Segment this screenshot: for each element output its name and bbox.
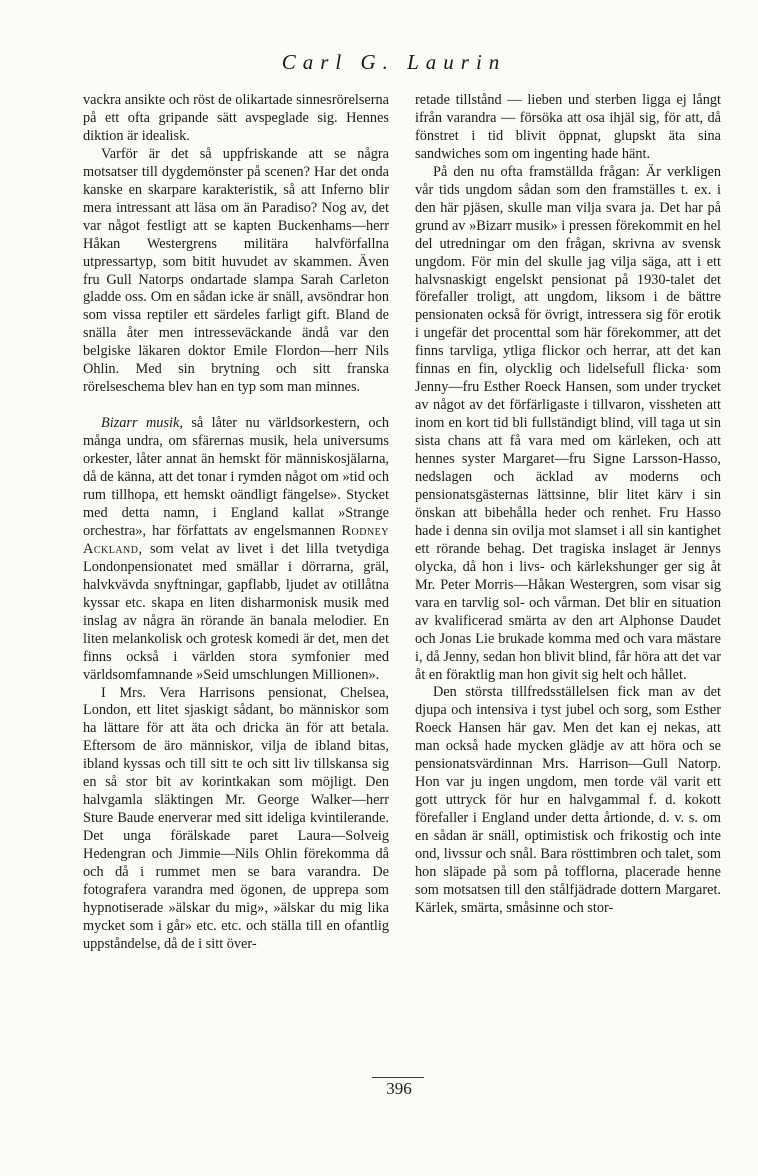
paragraph: I Mrs. Vera Harrisons pensionat, Chelsea, London, ett litet sjaskigt sådant, bo människor som ha lättare för att äta och dricka än för att betala. Eftersom de äro människor, vilja de ibland bitas, ibland kyssas och till sitt te och sitt liv tillskansa sig en så stor bit av korintkakan som möjligt. Den halvgamla släktingen Mr. George Walker—herr Sture Baude enerverar med sitt ideliga kvintilerande. Det unga förälskade paret Laura—Solveig Hedengran och Jimmie—Nils Ohlin förekomma då och då i rummet men se bara varandra. De fotografera varandra med ögonen, de upprepa som hypnotiserade »älskar du mig», »älskar du mig lika mycket som i går» etc. etc. och ställa till en ofantlig uppståndelse, då de i sitt över- bbox=[83, 684, 389, 952]
running-head: Carl G. Laurin bbox=[281, 50, 507, 74]
paragraph-text: som velat av livet i det lilla tvetydiga Londonpensionatet med smällar i dörrarna, gräl, halvkvävda snyftningar, gapflabb, ljudet av otillåtna kyssar etc. skapa en liten disharmonisk musik med inslag av några än rörande än banala melodier. En liten melankolisk och grotesk komedi är det, men det finns också i världen stora symfonier med världsomfamnande »Seid umschlungen Millionen». bbox=[83, 540, 389, 683]
play-title: Bizarr musik, bbox=[101, 415, 183, 432]
paragraph: vackra ansikte och röst de olikartade sinnesrörelserna på ett ofta gripande sätt avspeglade sig. Hennes diktion är idealisk. bbox=[83, 92, 389, 144]
paragraph: Den största tillfredsställelsen fick man av det djupa och intensiva i tyst jubel och sorg, som Esther Roeck Hansen här gav. Men det kan ej nekas, att man också hade mycken glädje av att höra och se pensionatsvärdinnan Mrs. Harrison—Gull Natorp. Hon var ju ingen ungdom, men torde väl varit ett gott uttryck för hur en halvgammal f. d. kokott förefaller i England under detta årtionde, d. v. s. om en sådan är snäll, optimistisk och frikostig och inte ond, livssur och snål. Bara rösttimbren och talet, som hon släpade på som på tofflorna, placerade henne som motsatsen till den stålfjädrade dottern Margaret. Kärlek, smärta, småsinne och stor- bbox=[415, 684, 721, 916]
paragraph-bizarr-musik bbox=[83, 415, 389, 684]
paragraph-text: så låter nu världsorkestern, och många undra, om sfärernas musik, hela universums orkester, låter annat än hemskt för människosjälarna, då de känna, att det tonar i rymden något om »tid och rum tillhopa, ett hemskt oändligt fängelse». Stycket med detta namn, i England kallat »Strange orchestra», har författats av engelsmannen bbox=[83, 415, 389, 539]
page-number: 396 bbox=[386, 1079, 412, 1098]
author-name: Rodney Ackland, bbox=[83, 522, 389, 557]
paragraph: På den nu ofta framställda frågan: Är verkligen vår tids ungdom sådan som den framställes t. ex. i den här pjäsen, skulle man vilja svara ja. Det har på grund av »Bizarr musik» i pressen förekommit en hel del utredningar om den frågan, skrivna av svensk ungdom. För min del skulle jag vilja säga, att i ett halvsnaskigt engelskt pensionat på 1930-talet det förefaller troligt, att ungdom, liksom i de bättre pensionaten också för övrigt, intressera sig för erotik i ungefär det procenttal som här förekommer, att det finns tarvliga, ytliga flickor och herrar, att det kan finnas en fin, olycklig och lidelsefull flicka· som Jenny—fru Esther Roeck Hansen, som under trycket av något av det förfärligaste i tillvaron, vissheten att inom en kort tid bli fullständigt blind, vill taga ut sin sista chans att få vara med om kärleken, och att hennes syster Margaret—fru Signe Larsson-Hasso, nedslagen och äcklad av moderns och pensionatsgästernas lättsinne, blir litet kärv i sin önskan att bibehålla heder och renhet. Fru Hasso hade i denna sin ovilja mot slamset i all sin kantighet ett rörande behag. Det tragiska inslaget är Jennys olycka, då hon i livs- och kärlekshunger ger sig åt Mr. Peter Morris—Håkan Westergren, som visar sig vara en tarvlig sol- och vårman. Det blir en situation av kvalificerad smärta av den art Alphonse Daudet och Jonas Lie brukade komma med och vara mästare i, då Jenny, sedan hon blivit blind, får höra att det var åt en föraktlig man hon givit sig helt och hållet. bbox=[415, 163, 721, 683]
paragraph: retade tillstånd — lieben und sterben ligga ej långt ifrån varandra — försöka att osa ihjäl sig, för att, då fönstret i tid blivit öppnat, glupskt äta sina sandwiches som om ingenting hade hänt. bbox=[415, 92, 721, 162]
right-column bbox=[415, 92, 721, 918]
left-column bbox=[83, 92, 389, 954]
paragraph: Varför är det så uppfriskande att se några motsatser till dygdemönster på scenen? Har det onda kanske en skarpare karakteristik, så att Inferno blir mera intressant att läsa om än Paradiso? Nog av, det var något festligt att se kapten Buckenhams—herr Håkan Westergrens militära halvförfallna utpressartyp, som bitit huvudet av skammen. Även fru Gull Natorps ondartade slampa Sarah Carleton gladde oss. Om en sådan icke är snäll, avsöndrar hon som vissa reptiler ett särdeles farligt gift. Bland de snälla åter men intresseväckande ändå var den belgiske läkaren doktor Emile Flordon—herr Nils Ohlin. Med sin brytning och sitt franska rörelseschema blev han en typ som man minnes. bbox=[83, 145, 389, 396]
folio-rule bbox=[372, 1077, 424, 1078]
